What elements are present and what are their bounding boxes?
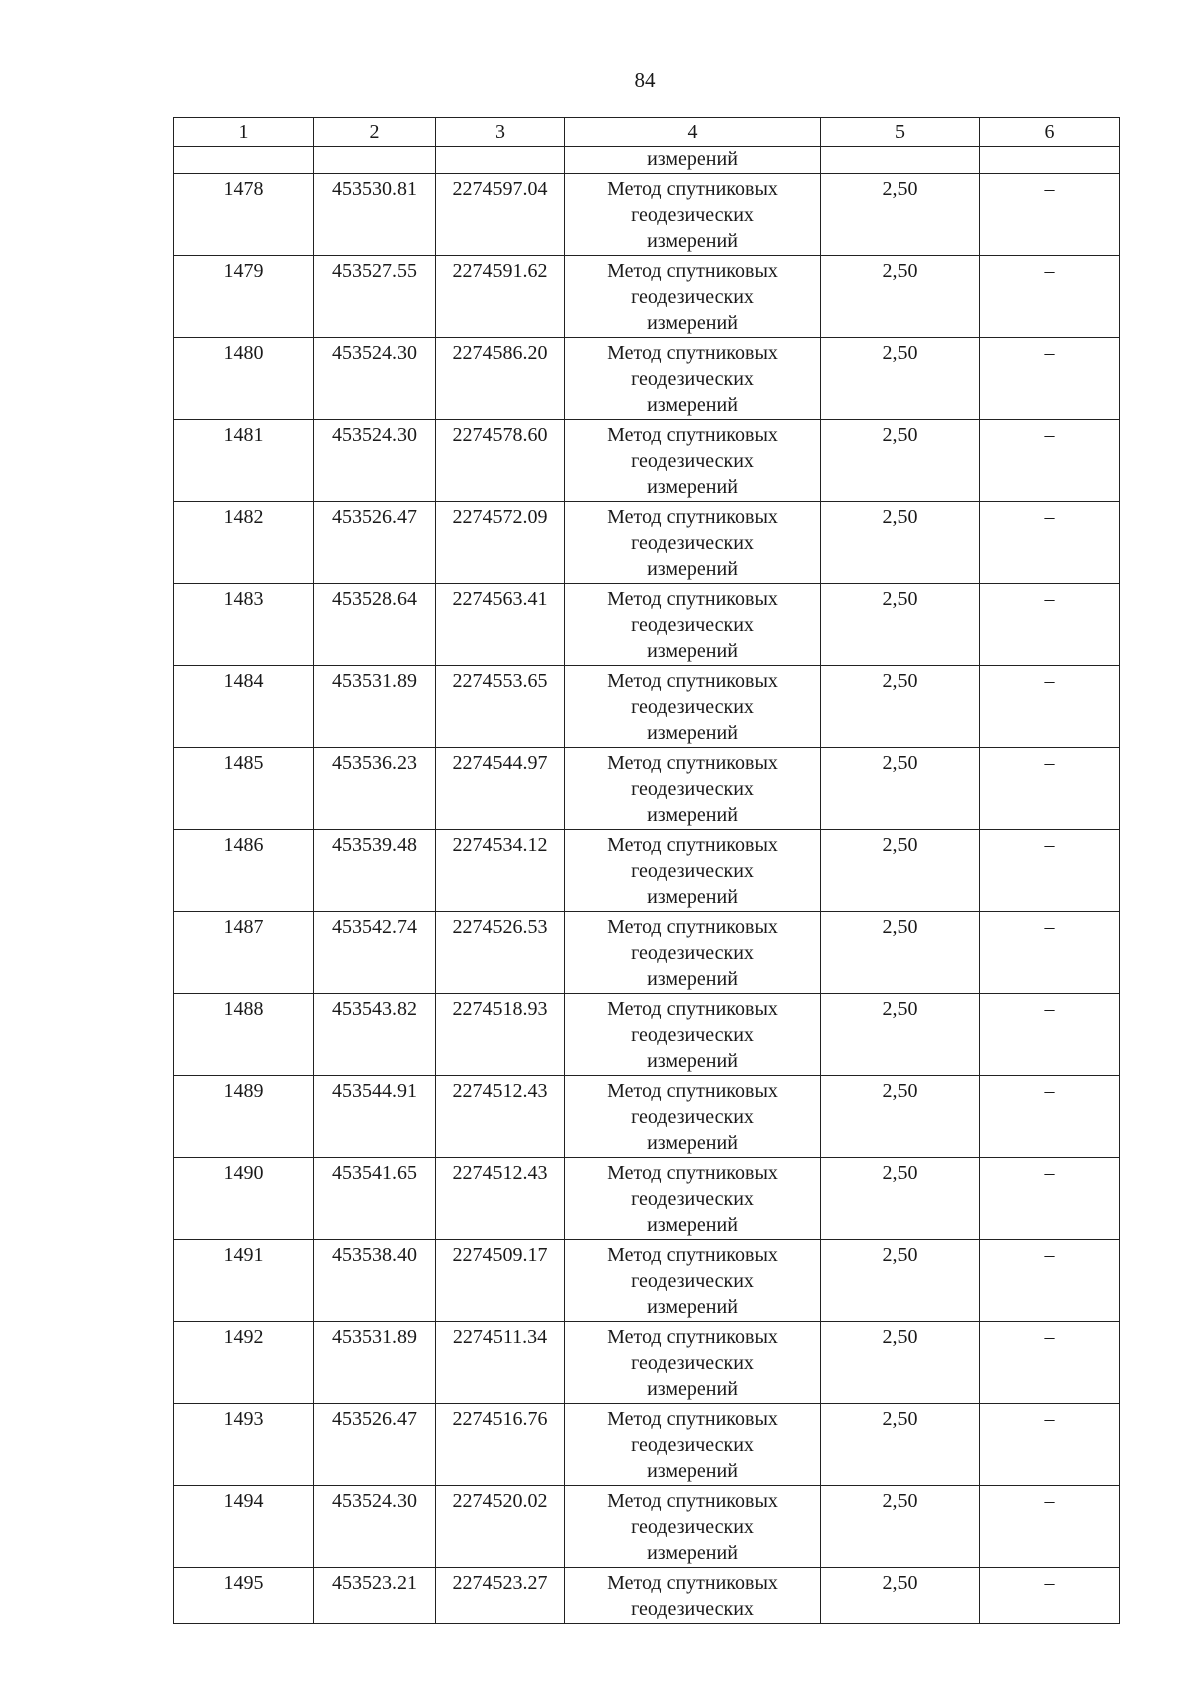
method-line: геодезических <box>631 860 754 882</box>
coord-y: 2274591.62 <box>436 256 565 338</box>
coord-x: 453539.48 <box>314 830 436 912</box>
coord-y: 2274572.09 <box>436 502 565 584</box>
point-number: 1487 <box>174 912 314 994</box>
accuracy: 2,50 <box>821 994 980 1076</box>
accuracy: 2,50 <box>821 748 980 830</box>
method-line: Метод спутниковых <box>607 342 778 364</box>
method-line: Метод спутниковых <box>607 670 778 692</box>
point-number: 1490 <box>174 1158 314 1240</box>
method-line: геодезических <box>631 286 754 308</box>
method-line: измерений <box>647 1132 738 1154</box>
table-row <box>174 912 1120 994</box>
method-line: Метод спутниковых <box>607 1080 778 1102</box>
method-cell <box>565 256 821 338</box>
method-cell <box>565 584 821 666</box>
method-line: Метод спутниковых <box>607 916 778 938</box>
method-line: измерений <box>647 1296 738 1318</box>
point-number: 1478 <box>174 174 314 256</box>
method-cell <box>565 1322 821 1404</box>
coord-y: 2274523.27 <box>436 1568 565 1624</box>
table-row <box>174 994 1120 1076</box>
note-dash: – <box>980 1076 1120 1158</box>
table-row <box>174 666 1120 748</box>
method-cell <box>565 912 821 994</box>
note-dash: – <box>980 1158 1120 1240</box>
col-header-1: 1 <box>174 118 314 147</box>
accuracy: 2,50 <box>821 1486 980 1568</box>
coord-y: 2274578.60 <box>436 420 565 502</box>
method-line: геодезических <box>631 1106 754 1128</box>
point-number: 1493 <box>174 1404 314 1486</box>
accuracy: 2,50 <box>821 174 980 256</box>
point-number: 1488 <box>174 994 314 1076</box>
coord-y: 2274518.93 <box>436 994 565 1076</box>
coord-y: 2274512.43 <box>436 1158 565 1240</box>
method-line: измерений <box>647 1378 738 1400</box>
method-line: Метод спутниковых <box>607 1490 778 1512</box>
coord-x: 453536.23 <box>314 748 436 830</box>
method-line: Метод спутниковых <box>607 424 778 446</box>
coord-y: 2274597.04 <box>436 174 565 256</box>
method-line: Метод спутниковых <box>607 1162 778 1184</box>
accuracy: 2,50 <box>821 1158 980 1240</box>
method-line: измерений <box>647 640 738 662</box>
coord-y: 2274526.53 <box>436 912 565 994</box>
note-dash: – <box>980 256 1120 338</box>
point-number: 1480 <box>174 338 314 420</box>
method-cell <box>565 1568 821 1624</box>
accuracy: 2,50 <box>821 1076 980 1158</box>
table-row <box>174 1404 1120 1486</box>
method-line: геодезических <box>631 450 754 472</box>
point-number: 1492 <box>174 1322 314 1404</box>
accuracy: 2,50 <box>821 912 980 994</box>
header-row <box>174 118 1120 147</box>
coord-y: 2274509.17 <box>436 1240 565 1322</box>
method-line: измерений <box>647 1542 738 1564</box>
col-header-6: 6 <box>980 118 1120 147</box>
table-row <box>174 338 1120 420</box>
method-line: Метод спутниковых <box>607 1326 778 1348</box>
table-row <box>174 1076 1120 1158</box>
coord-x: 453524.30 <box>314 420 436 502</box>
method-line: измерений <box>647 558 738 580</box>
table-row <box>174 174 1120 256</box>
note-dash: – <box>980 502 1120 584</box>
coord-x: 453538.40 <box>314 1240 436 1322</box>
method-line: геодезических <box>631 1188 754 1210</box>
accuracy: 2,50 <box>821 256 980 338</box>
method-line: Метод спутниковых <box>607 260 778 282</box>
method-line: Метод спутниковых <box>607 834 778 856</box>
point-number: 1491 <box>174 1240 314 1322</box>
method-cell <box>565 1240 821 1322</box>
method-line: Метод спутниковых <box>607 1408 778 1430</box>
method-line: Метод спутниковых <box>607 1244 778 1266</box>
col-header-3: 3 <box>436 118 565 147</box>
coord-x: 453544.91 <box>314 1076 436 1158</box>
note-dash: – <box>980 1240 1120 1322</box>
method-line: измерений <box>647 394 738 416</box>
coord-x: 453530.81 <box>314 174 436 256</box>
accuracy: 2,50 <box>821 666 980 748</box>
page-number: 84 <box>634 68 656 92</box>
coord-y: 2274512.43 <box>436 1076 565 1158</box>
method-line: измерений <box>647 804 738 826</box>
table-row <box>174 1158 1120 1240</box>
method-cell <box>565 1404 821 1486</box>
coord-y: 2274544.97 <box>436 748 565 830</box>
coord-y: 2274563.41 <box>436 584 565 666</box>
table-row <box>174 1486 1120 1568</box>
note-dash: – <box>980 420 1120 502</box>
accuracy: 2,50 <box>821 1322 980 1404</box>
table-row <box>174 420 1120 502</box>
note-dash: – <box>980 830 1120 912</box>
coord-x: 453542.74 <box>314 912 436 994</box>
coord-y: 2274516.76 <box>436 1404 565 1486</box>
accuracy: 2,50 <box>821 1568 980 1624</box>
method-line: измерений <box>647 312 738 334</box>
table-row <box>174 1322 1120 1404</box>
method-line: геодезических <box>631 1270 754 1292</box>
note-dash: – <box>980 994 1120 1076</box>
method-cell <box>565 994 821 1076</box>
method-line: измерений <box>647 1214 738 1236</box>
coord-y: 2274553.65 <box>436 666 565 748</box>
method-cell <box>565 174 821 256</box>
accuracy: 2,50 <box>821 1240 980 1322</box>
method-cell <box>565 502 821 584</box>
coord-y: 2274534.12 <box>436 830 565 912</box>
accuracy: 2,50 <box>821 1404 980 1486</box>
point-number: 1481 <box>174 420 314 502</box>
method-line: геодезических <box>631 368 754 390</box>
note-dash: – <box>980 338 1120 420</box>
note-dash: – <box>980 1486 1120 1568</box>
point-number: 1494 <box>174 1486 314 1568</box>
coord-y: 2274511.34 <box>436 1322 565 1404</box>
method-line: геодезических <box>631 1598 754 1620</box>
point-number: 1483 <box>174 584 314 666</box>
table-row <box>174 1240 1120 1322</box>
col-header-2: 2 <box>314 118 436 147</box>
continuation-text: измерений <box>565 147 821 174</box>
coord-x: 453528.64 <box>314 584 436 666</box>
coord-x: 453524.30 <box>314 338 436 420</box>
coord-y: 2274586.20 <box>436 338 565 420</box>
method-line: Метод спутниковых <box>607 178 778 200</box>
note-dash: – <box>980 174 1120 256</box>
method-line: геодезических <box>631 204 754 226</box>
table-row <box>174 256 1120 338</box>
coord-x: 453541.65 <box>314 1158 436 1240</box>
method-cell <box>565 666 821 748</box>
note-dash: – <box>980 912 1120 994</box>
accuracy: 2,50 <box>821 502 980 584</box>
coord-x: 453523.21 <box>314 1568 436 1624</box>
method-line: Метод спутниковых <box>607 752 778 774</box>
method-line: Метод спутниковых <box>607 998 778 1020</box>
coordinates-table <box>173 117 1120 1624</box>
col-header-4: 4 <box>565 118 821 147</box>
method-line: геодезических <box>631 1434 754 1456</box>
coord-y: 2274520.02 <box>436 1486 565 1568</box>
point-number: 1489 <box>174 1076 314 1158</box>
method-line: измерений <box>647 476 738 498</box>
method-line: измерений <box>647 1460 738 1482</box>
method-line: измерений <box>647 722 738 744</box>
method-cell <box>565 420 821 502</box>
method-line: измерений <box>647 1050 738 1072</box>
point-number: 1485 <box>174 748 314 830</box>
accuracy: 2,50 <box>821 584 980 666</box>
method-line: геодезических <box>631 942 754 964</box>
method-line: Метод спутниковых <box>607 506 778 528</box>
method-line: измерений <box>647 230 738 252</box>
note-dash: – <box>980 584 1120 666</box>
method-line: Метод спутниковых <box>607 588 778 610</box>
note-dash: – <box>980 1322 1120 1404</box>
point-number: 1486 <box>174 830 314 912</box>
coord-x: 453531.89 <box>314 666 436 748</box>
table-row <box>174 748 1120 830</box>
method-line: Метод спутниковых <box>607 1572 778 1594</box>
method-line: геодезических <box>631 696 754 718</box>
method-cell <box>565 748 821 830</box>
point-number: 1482 <box>174 502 314 584</box>
note-dash: – <box>980 748 1120 830</box>
col-header-5: 5 <box>821 118 980 147</box>
method-line: геодезических <box>631 778 754 800</box>
method-cell <box>565 1158 821 1240</box>
method-cell <box>565 830 821 912</box>
method-line: измерений <box>647 886 738 908</box>
method-line: геодезических <box>631 532 754 554</box>
note-dash: – <box>980 1404 1120 1486</box>
method-cell <box>565 1076 821 1158</box>
method-line: геодезических <box>631 1352 754 1374</box>
coord-x: 453526.47 <box>314 1404 436 1486</box>
method-cell <box>565 1486 821 1568</box>
coord-x: 453527.55 <box>314 256 436 338</box>
method-line: геодезических <box>631 1516 754 1538</box>
point-number: 1495 <box>174 1568 314 1624</box>
note-dash: – <box>980 1568 1120 1624</box>
note-dash: – <box>980 666 1120 748</box>
coord-x: 453524.30 <box>314 1486 436 1568</box>
accuracy: 2,50 <box>821 338 980 420</box>
method-line: измерений <box>647 968 738 990</box>
table-row <box>174 1568 1120 1624</box>
point-number: 1479 <box>174 256 314 338</box>
accuracy: 2,50 <box>821 830 980 912</box>
point-number: 1484 <box>174 666 314 748</box>
coord-x: 453526.47 <box>314 502 436 584</box>
continuation-row <box>174 147 1120 174</box>
method-line: геодезических <box>631 1024 754 1046</box>
accuracy: 2,50 <box>821 420 980 502</box>
table-row <box>174 830 1120 912</box>
method-cell <box>565 338 821 420</box>
table-row <box>174 502 1120 584</box>
coord-x: 453531.89 <box>314 1322 436 1404</box>
method-line: геодезических <box>631 614 754 636</box>
coord-x: 453543.82 <box>314 994 436 1076</box>
table-row <box>174 584 1120 666</box>
